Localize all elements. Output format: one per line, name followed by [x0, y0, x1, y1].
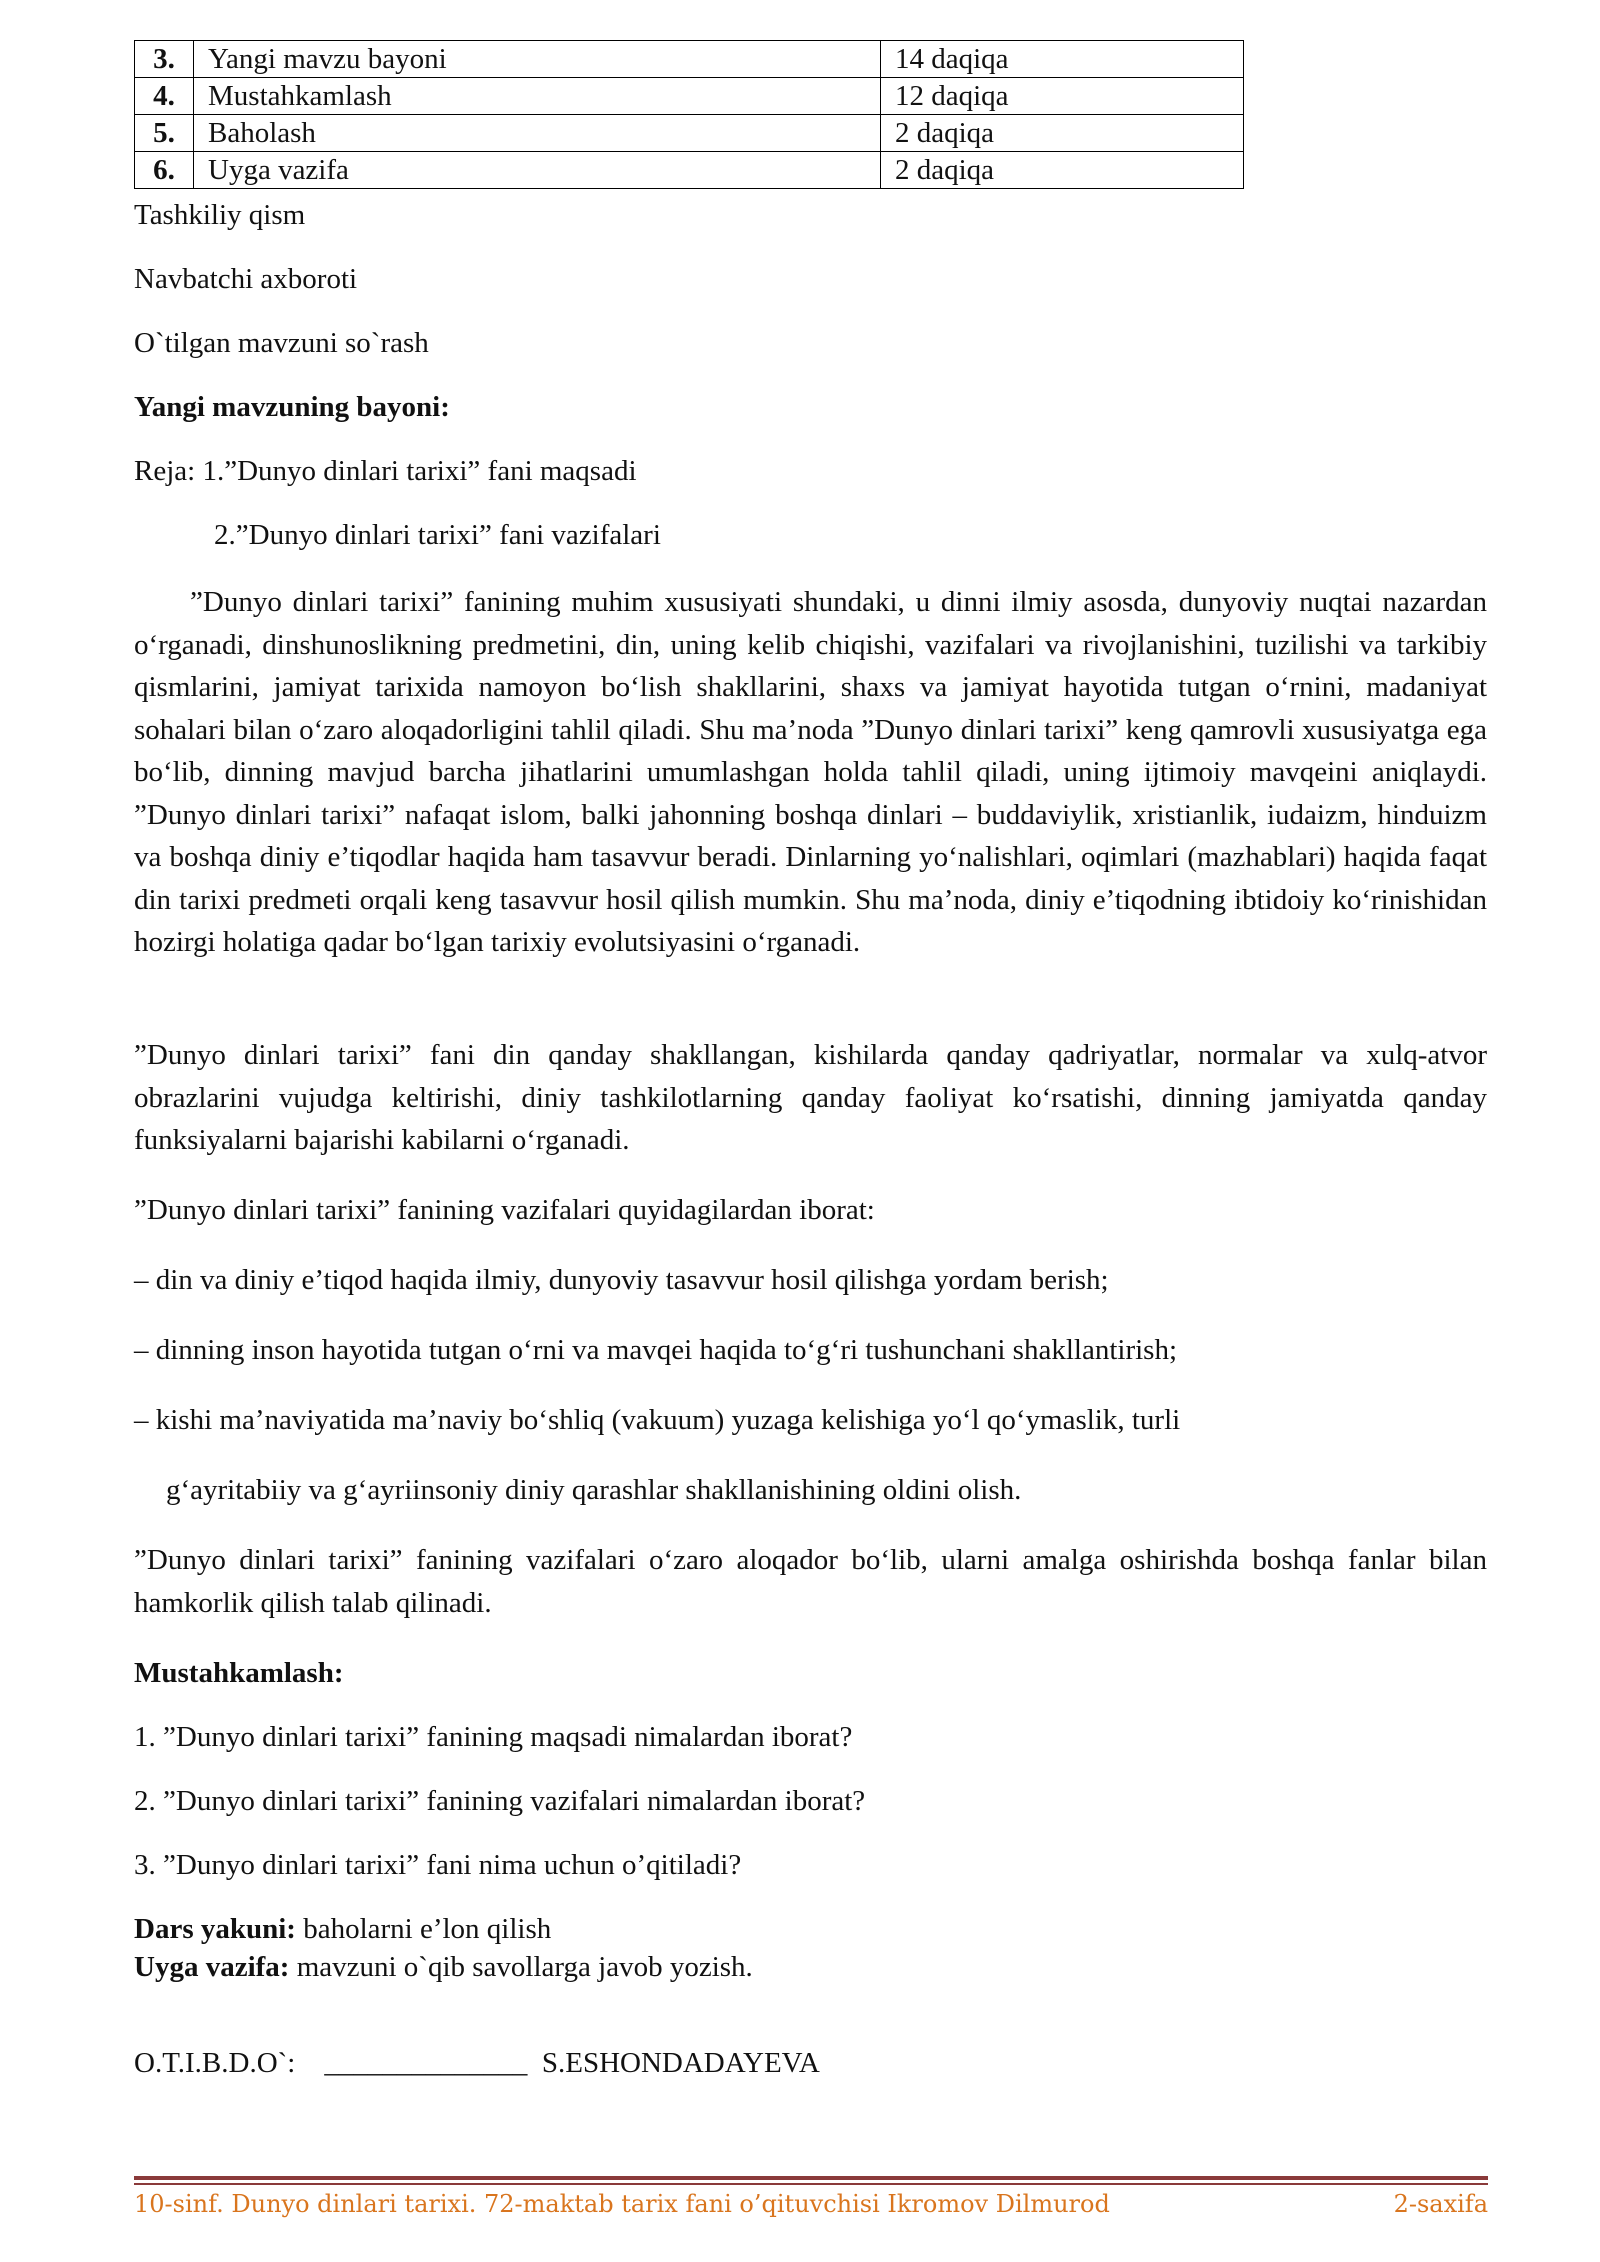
plan-item-2: 2.”Dunyo dinlari tarixi” fani vazifalari [214, 519, 661, 551]
lesson-plan-table [134, 40, 1244, 189]
homework [134, 1946, 1487, 1989]
summary-label: Dars yakuni: [134, 1913, 296, 1945]
row-stage: Uyga vazifa [194, 152, 881, 189]
body-paragraph: ”Dunyo dinlari tarixi” fani din qanday shakllangan, kishilarda qanday qadriyatlar, normalar va xulq-atvor obrazlarini vujudga keltirishi, diniy tashkilotlarning qanday faoliyat ko‘rsatishi, dinning jamiyatda qanday funksiyalarni bajarishi kabilarni o‘rganadi. [134, 1039, 1487, 1156]
duty-report: Navbatchi axboroti [134, 263, 358, 295]
page-footer [134, 2190, 1488, 2218]
row-number: 6. [135, 152, 194, 189]
footer-divider [134, 2176, 1488, 2180]
row-duration: 2 daqiqa [881, 152, 1244, 189]
row-number: 5. [135, 115, 194, 152]
row-duration: 14 daqiqa [881, 41, 1244, 78]
footer-divider-thin [134, 2183, 1488, 2185]
table-row [135, 152, 1244, 189]
org-part: Tashkiliy qism [134, 199, 306, 231]
signature-line: O.T.I.B.D.O`: ______________ S.ESHONDADAYEVA [134, 2047, 820, 2079]
task-item-continued: g‘ayritabiiy va g‘ayriinsoniy diniy qarashlar shakllanishining oldini olish. [166, 1474, 1022, 1506]
row-stage: Mustahkamlash [194, 78, 881, 115]
task-item: – dinning inson hayotida tutgan o‘rni va mavqei haqida to‘g‘ri tushunchani shakllantirish; [134, 1334, 1177, 1366]
review-question: O`tilgan mavzuni so`rash [134, 327, 429, 359]
question-item: 2. ”Dunyo dinlari tarixi” fanining vazifalari nimalardan iborat? [134, 1785, 866, 1817]
row-stage: Baholash [194, 115, 881, 152]
row-number: 4. [135, 78, 194, 115]
lesson-summary [134, 1908, 1487, 1951]
task-item: – din va diniy e’tiqod haqida ilmiy, dunyoviy tasavvur hosil qilishga yordam berish; [134, 1264, 1109, 1296]
summary-text: baholarni e’lon qilish [295, 1913, 552, 1945]
table-row [135, 41, 1244, 78]
plan-item-1: Reja: 1.”Dunyo dinlari tarixi” fani maqsadi [134, 455, 637, 487]
homework-label: Uyga vazifa: [134, 1951, 290, 1983]
footer-caption: 10-sinf. Dunyo dinlari tarixi. 72-maktab tarix fani o’qituvchisi Ikromov Dilmurod [134, 2190, 1110, 2218]
row-number: 3. [135, 41, 194, 78]
consolidation-heading: Mustahkamlash: [134, 1657, 344, 1689]
table-row [135, 78, 1244, 115]
body-paragraph: ”Dunyo dinlari tarixi” fanining vazifalari o‘zaro aloqador bo‘lib, ularni amalga oshirishda boshqa fanlar bilan hamkorlik qilish talab qilinadi. [134, 1544, 1487, 1619]
row-duration: 2 daqiqa [881, 115, 1244, 152]
homework-text: mavzuni o`qib savollarga javob yozish. [289, 1951, 753, 1983]
task-item: – kishi ma’naviyatida ma’naviy bo‘shliq (vakuum) yuzaga kelishiga yo‘l qo‘ymaslik, turli [134, 1404, 1181, 1436]
table-row [135, 115, 1244, 152]
row-duration: 12 daqiqa [881, 78, 1244, 115]
row-stage: Yangi mavzu bayoni [194, 41, 881, 78]
question-item: 3. ”Dunyo dinlari tarixi” fani nima uchun o’qitiladi? [134, 1849, 742, 1881]
new-topic-heading: Yangi mavzuning bayoni: [134, 391, 450, 423]
page-number: 2-saxifa [1393, 2190, 1488, 2218]
body-paragraph: ”Dunyo dinlari tarixi” fanining muhim xususiyati shundaki, u dinni ilmiy asosda, dunyoviy nuqtai nazardan o‘rganadi, dinshunoslikning predmetini, din, uning kelib chiqishi, vazifalari va rivojlanishini, tuzilishi va tarkibiy qismlarini, jamiyat tarixida namoyon bo‘lish shakllarini, shaxs va jamiyat hayotida tutgan o‘rnini, madaniyat sohalari bilan o‘zaro aloqadorligini tahlil qiladi. Shu ma’noda ”Dunyo dinlari tarixi” keng qamrovli xususiyatga ega bo‘lib, dinning mavjud barcha jihatlarini umumlashgan holda tahlil qiladi, uning ijtimoiy mavqeini aniqlaydi. ”Dunyo dinlari tarixi” nafaqat islom, balki jahonning boshqa dinlari – buddaviylik, xristianlik, iudaizm, hinduizm va boshqa diniy e’tiqodlar haqida ham tasavvur beradi. Dinlarning yo‘nalishlari, oqimlari (mazhablari) haqida faqat din tarixi predmeti orqali keng tasavvur hosil qilish mumkin. Shu ma’noda, diniy e’tiqodning ibtidoiy ko‘rinishidan hozirgi holatiga qadar bo‘lgan tarixiy evolutsiyasini o‘rganadi. [134, 586, 1487, 958]
tasks-intro: ”Dunyo dinlari tarixi” fanining vazifalari quyidagilardan iborat: [134, 1194, 875, 1226]
question-item: 1. ”Dunyo dinlari tarixi” fanining maqsadi nimalardan iborat? [134, 1721, 853, 1753]
